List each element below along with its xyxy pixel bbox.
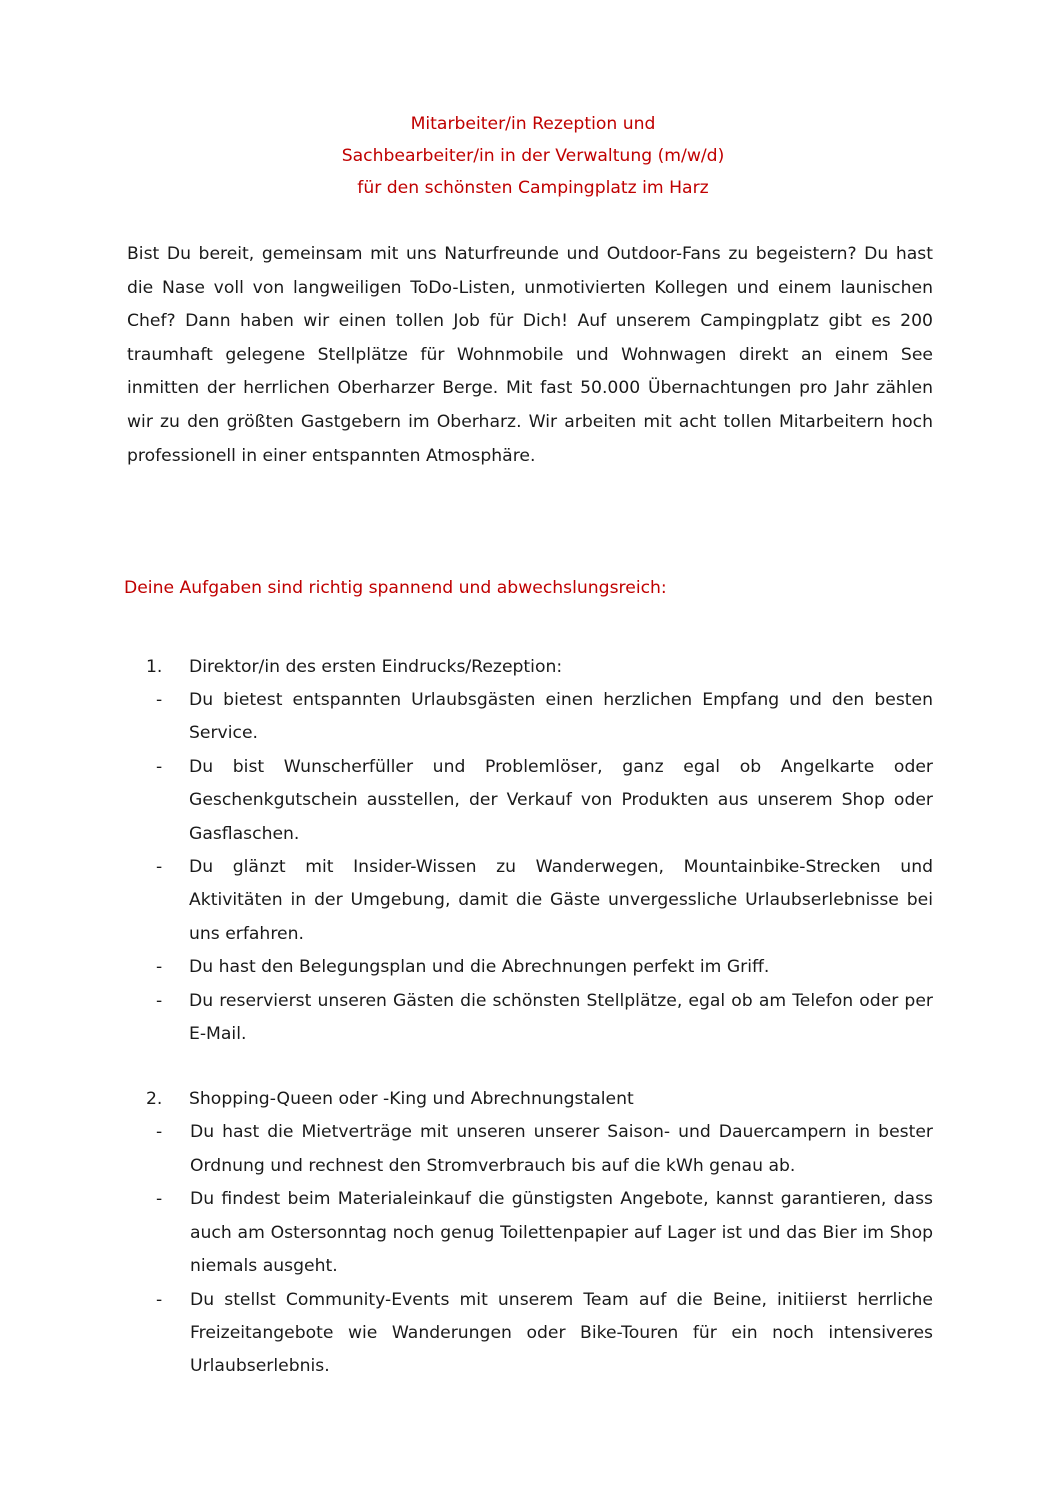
dash-bullet-icon: -	[156, 690, 163, 710]
job-title-line-1: Mitarbeiter/in Rezeption und	[410, 114, 656, 134]
list-item-text: Du bist Wunscherfüller und Problemlöser, ganz egal ob Angelkarte oder Geschenkgutschein ausstellen, der Verkauf von Produkten aus unserem Shop oder Gasflaschen.	[189, 756, 933, 844]
list-item-text: Du hast den Belegungsplan und die Abrechnungen perfekt im Griff.	[189, 957, 770, 978]
task-number: 1.	[146, 657, 163, 677]
task-bullet-list	[0, 1116, 1058, 1383]
task-item	[0, 1083, 1058, 1383]
task-title: Direktor/in des ersten Eindrucks/Rezeption:	[189, 657, 563, 677]
list-item-text: Du bietest entspannten Urlaubsgästen einen herzlichen Empfang und den besten Service.	[189, 690, 933, 744]
list-item	[0, 1116, 1058, 1183]
dash-bullet-icon: -	[156, 957, 163, 978]
job-title-line-3: für den schönsten Campingplatz im Harz	[357, 178, 709, 198]
list-item-text: Du findest beim Materialeinkauf die günstigsten Angebote, kannst garantieren, dass auch am Ostersonntag noch genug Toilettenpapier auf Lager ist und das Bier im Shop niemals ausgeht.	[190, 1189, 933, 1277]
dash-bullet-icon: -	[156, 1189, 163, 1210]
task-title: Shopping-Queen oder -King und Abrechnungstalent	[189, 1089, 634, 1110]
list-item	[0, 985, 1058, 1052]
task-heading	[0, 1083, 1058, 1116]
job-title-line-2: Sachbearbeiter/in in der Verwaltung (m/w/d)	[341, 146, 725, 166]
list-item	[0, 951, 1058, 984]
list-item	[0, 1183, 1058, 1283]
tasks-section-heading: Deine Aufgaben sind richtig spannend und abwechslungsreich:	[124, 578, 667, 598]
list-item-text: Du reservierst unseren Gästen die schönsten Stellplätze, egal ob am Telefon oder per E-Mail.	[189, 990, 933, 1045]
list-item-text: Du glänzt mit Insider-Wissen zu Wanderwegen, Mountainbike-Strecken und Aktivitäten in der Umgebung, damit die Gäste unvergessliche Urlaubserlebnisse bei uns erfahren.	[189, 857, 933, 944]
task-bullet-list	[0, 684, 1058, 1051]
task-heading	[0, 651, 1058, 684]
list-item-text: Du stellst Community-Events mit unserem Team auf die Beine, initiierst herrliche Freizeitangebote wie Wanderungen oder Bike-Touren für ein noch intensiveres Urlaubserlebnis.	[190, 1289, 933, 1377]
list-item	[0, 684, 1058, 751]
list-item	[0, 751, 1058, 851]
task-number: 2.	[146, 1089, 163, 1110]
dash-bullet-icon: -	[156, 1122, 163, 1143]
dash-bullet-icon: -	[156, 1289, 163, 1310]
dash-bullet-icon: -	[156, 756, 163, 777]
dash-bullet-icon: -	[156, 857, 163, 878]
list-item-text: Du hast die Mietverträge mit unseren unserer Saison- und Dauercampern in bester Ordnung und rechnest den Stromverbrauch bis auf die kWh genau ab.	[190, 1122, 933, 1176]
dash-bullet-icon: -	[156, 990, 163, 1011]
list-item	[0, 1284, 1058, 1384]
list-item	[0, 851, 1058, 951]
task-list	[0, 651, 1058, 1384]
job-title	[0, 108, 1058, 204]
intro-paragraph: Bist Du bereit, gemeinsam mit uns Naturfreunde und Outdoor-Fans zu begeistern? Du hast die Nase voll von langweiligen ToDo-Listen, unmotivierten Kollegen und einem launischen Chef? Dann haben wir einen tollen Job für Dich! Auf unserem Campingplatz gibt es 200 traumhaft gelegene Stellplätze für Wohnmobile und Wohnwagen direkt an einem See inmitten der herrlichen Oberharzer Berge. Mit fast 50.000 Übernachtungen pro Jahr zählen wir zu den größten Gastgebern im Oberharz. Wir arbeiten mit acht tollen Mitarbeitern hoch professionell in einer entspannten Atmosphäre.	[127, 244, 933, 466]
task-item	[0, 651, 1058, 1051]
